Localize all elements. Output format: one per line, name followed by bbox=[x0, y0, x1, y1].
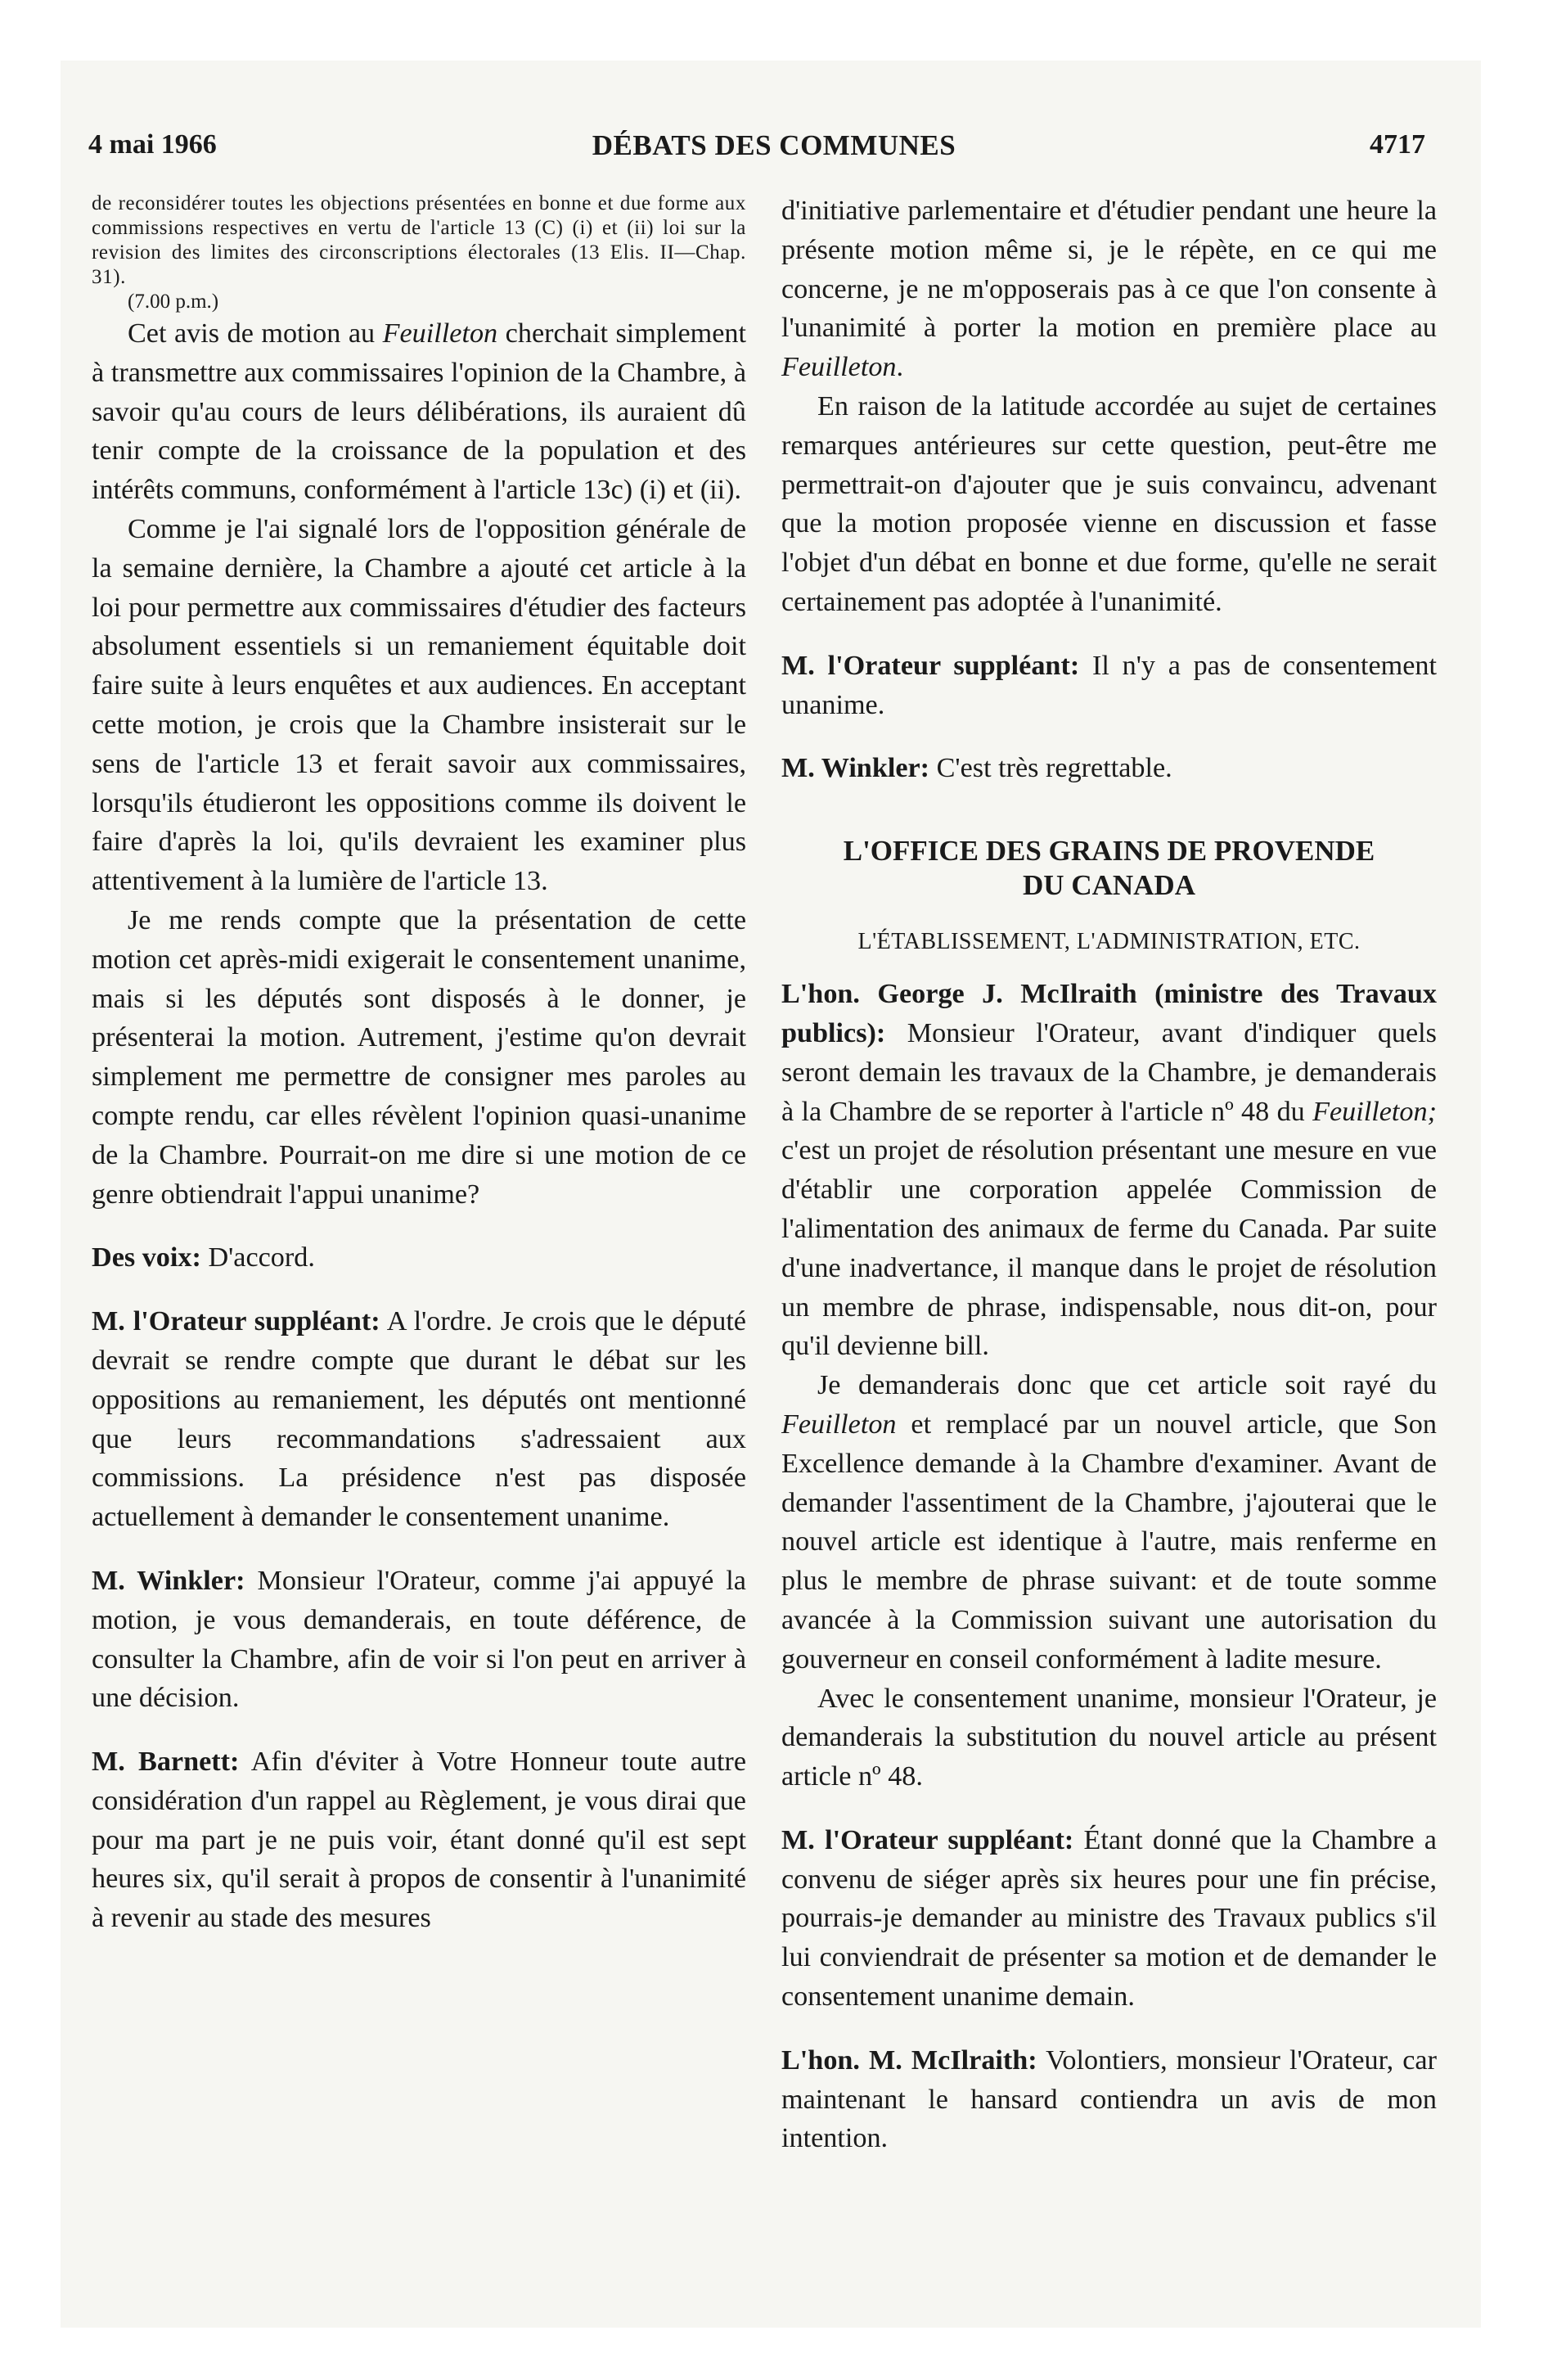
text: d'initiative parlementaire et d'étudier pendant une heure la présente motion même si, je le répète, en ce qui me concerne, je ne m'opposerais pas à ce que l'on consente à l'unanimité à porter la motion en première place au bbox=[781, 196, 1437, 344]
right-column bbox=[781, 192, 1437, 2158]
speech-text: D'accord. bbox=[200, 1242, 315, 1273]
paragraph bbox=[781, 1366, 1437, 1679]
speaker-name: M. l'Orateur suppléant: bbox=[781, 650, 1080, 681]
italic-text: Feuilleton; bbox=[1312, 1096, 1437, 1127]
left-column bbox=[92, 192, 746, 1938]
speech bbox=[92, 1742, 746, 1938]
speech-text: Afin d'éviter à Votre Honneur toute autre considération d'un rappel au Règlement, je vous dirai que pour ma part je ne puis voir, étant donné qu'il est sept heures six, qu'il serait à propos de consentir à l'unanimité à revenir au stade des mesures bbox=[92, 1747, 746, 1934]
speaker-name: M. Barnett: bbox=[92, 1747, 240, 1778]
italic-text: Feuilleton bbox=[781, 1409, 897, 1440]
speech-text: A l'ordre. Je crois que le député devrait se rendre compte que durant le débat sur les oppositions au remaniement, les députés ont mentionné que leurs recommandations s'adressaient aux commissions. La présidence n'est pas disposée actuellement à demander le consentement unanime. bbox=[92, 1306, 746, 1533]
speech bbox=[92, 1238, 746, 1278]
speaker-name: L'hon. M. McIlraith: bbox=[781, 2044, 1037, 2076]
speech-text: c'est un projet de résolution présentant une mesure en vue d'établir une corporation appelée Commission de l'alimentation des animaux de ferme du Canada. Par suite d'une inadvertance, il manque dans le projet de résolution un membre de phrase, indispensable, nous dit-on, pour qu'il devienne bill. bbox=[781, 1135, 1437, 1362]
page-header bbox=[0, 129, 1548, 170]
paragraph: Je me rends compte que la présentation de cette motion cet après-midi exigerait le consentement unanime, mais si les députés sont disposés à le donner, je présenterai la motion. Autrement, j'estime qu'on devrait simplement me permettre de consigner mes paroles au compte rendu, car elles révèlent l'opinion quasi-unanime de la Chambre. Pourrait-on me dire si une motion de ce genre obtiendrait l'appui unanime? bbox=[92, 904, 746, 1210]
speech-text: Étant donné que la Chambre a convenu de siéger après six heures pour une fin précise, pourrais-je demander au ministre des Travaux publics s'il lui conviendrait de présenter sa motion et de demander le consentement unanime demain. bbox=[781, 1824, 1437, 2013]
speech bbox=[781, 647, 1437, 725]
speech-text: C'est très regrettable. bbox=[929, 753, 1172, 784]
italic-text: Feuilleton bbox=[781, 352, 897, 383]
speaker-name: L'hon. George J. McIlraith (ministre des Travaux publics): bbox=[781, 979, 1437, 1048]
speech bbox=[92, 1562, 746, 1718]
paragraph: En raison de la latitude accordée au sujet de certaines remarques antérieures sur cette question, peut-être me permettrait-on d'ajouter que je suis convaincu, advenant que la motion proposée vienne en discussion et fasse l'objet d'un débat en bonne et due forme, qu'elle ne serait certainement pas adoptée à l'unanimité. bbox=[781, 390, 1437, 617]
header-title: DÉBATS DES COMMUNES bbox=[592, 129, 956, 161]
text: cherchait simplement à transmettre aux commissaires l'opinion de la Chambre, à savoir qu'au cours de leurs délibérations, ils auraient dû tenir compte de la croissance de la population et des intérêts communs, conformément à l'article 13c) (i) et (ii). bbox=[92, 318, 746, 506]
speaker-name: M. Winkler: bbox=[92, 1565, 245, 1596]
speaker-name: Des voix: bbox=[92, 1242, 201, 1273]
text: et remplacé par un nouvel article, que Son Excellence demande à la Chambre d'examiner. Avant de demander l'assentiment de la Chambre, j'ajouterai que le nouvel article est identique à l'autre, mais renferme en plus le membre de phrase suivant: et de toute somme avancée à la Commission suivant une autorisation du gouverneur en conseil conformément à ladite mesure. bbox=[781, 1409, 1437, 1675]
paragraph: Comme je l'ai signalé lors de l'opposition générale de la semaine dernière, la Chambre a ajouté cet article à la loi pour permettre aux commissaires d'étudier des facteurs absolument essentiels si un remaniement équitable doit faire suite à leurs enquêtes et aux audiences. En acceptant cette motion, je crois que la Chambre insisterait sur le sens de l'article 13 et ferait savoir aux commissaires, lorsqu'ils étudieront les oppositions comme ils doivent le faire d'après la loi, qu'ils devraient les examiner plus attentivement à la lumière de l'article 13. bbox=[92, 513, 746, 897]
section-subtitle: L'ÉTABLISSEMENT, L'ADMINISTRATION, ETC. bbox=[857, 929, 1361, 955]
section-title-line: DU CANADA bbox=[1023, 869, 1195, 902]
header-date: 4 mai 1966 bbox=[88, 129, 217, 160]
speech bbox=[781, 1821, 1437, 2017]
speaker-name: M. l'Orateur suppléant: bbox=[781, 1824, 1074, 1855]
text: . bbox=[896, 352, 904, 383]
text: Cet avis de motion au bbox=[128, 318, 383, 349]
paragraph bbox=[781, 192, 1437, 387]
paragraph: Avec le consentement unanime, monsieur l'Orateur, je demanderais la substitution du nouvel article au présent article nº 48. bbox=[781, 1683, 1437, 1792]
speech-text: Monsieur l'Orateur, avant d'indiquer quels seront demain les travaux de la Chambre, je demanderais à la Chambre de se reporter à l'article nº 48 du bbox=[781, 1017, 1437, 1127]
speech-text: Volontiers, monsieur l'Orateur, car maintenant le hansard contiendra un avis de mon intention. bbox=[781, 2044, 1437, 2154]
speaker-name: M. l'Orateur suppléant: bbox=[92, 1306, 380, 1337]
speech-text: Monsieur l'Orateur, comme j'ai appuyé la motion, je vous demanderais, en toute déférence, de consulter la Chambre, afin de voir si l'on peut en arriver à une décision. bbox=[92, 1565, 746, 1714]
quoted-motion-text: de reconsidérer toutes les objections présentées en bonne et due forme aux commissions respectives en vertu de l'article 13 (C) (i) et (ii) loi sur la revision des limites des circonscriptions électorales (13 Elis. II—Chap. 31). bbox=[92, 192, 746, 288]
paragraph bbox=[92, 314, 746, 510]
text: Je demanderais donc que cet article soit rayé du bbox=[817, 1370, 1437, 1401]
speech bbox=[781, 2041, 1437, 2158]
speaker-name: M. Winkler: bbox=[781, 753, 930, 784]
italic-text: Feuilleton bbox=[382, 318, 498, 349]
speech bbox=[781, 975, 1437, 1366]
speech bbox=[92, 1302, 746, 1537]
section-title bbox=[781, 834, 1437, 903]
speech-text: Il n'y a pas de consentement unanime. bbox=[781, 650, 1437, 720]
timestamp: (7.00 p.m.) bbox=[128, 291, 219, 313]
section-title-line: L'OFFICE DES GRAINS DE PROVENDE bbox=[843, 835, 1375, 868]
header-page-number: 4717 bbox=[1370, 129, 1425, 160]
speech bbox=[781, 749, 1437, 788]
